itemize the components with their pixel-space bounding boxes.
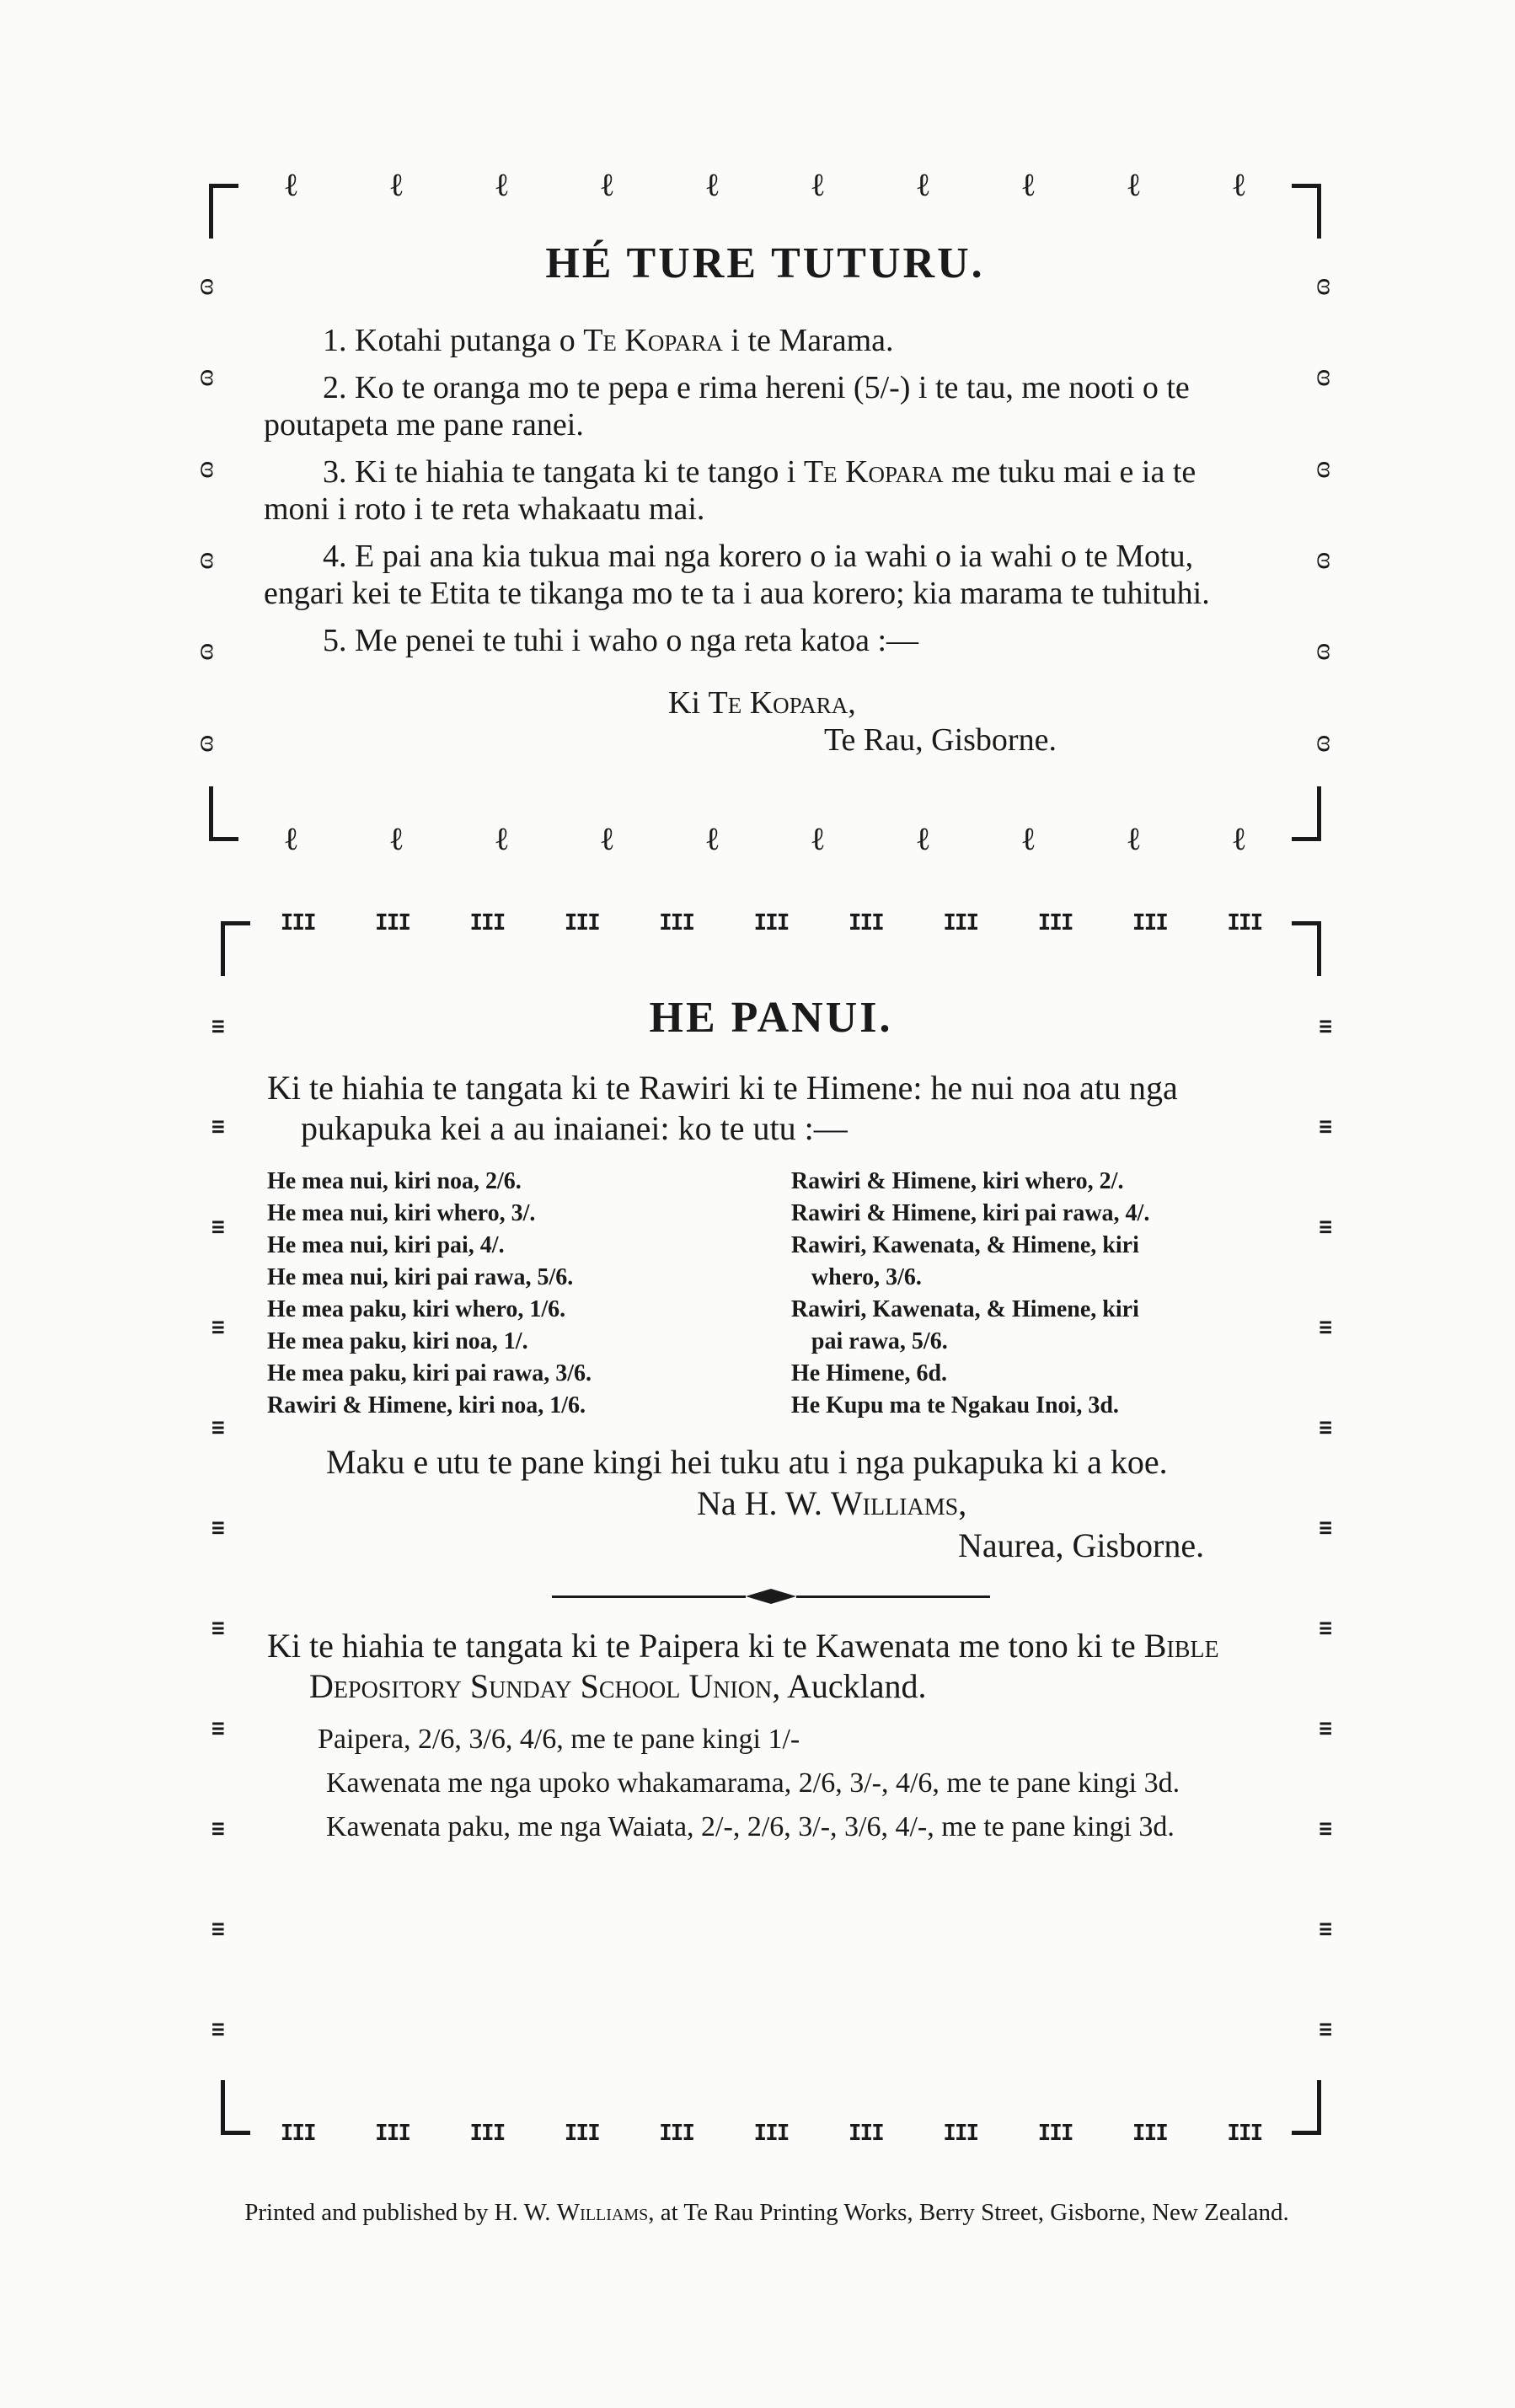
signature-line-1: Na H. W. Williams,	[697, 1484, 967, 1522]
list-item: Rawiri, Kawenata, & Himene, kiri	[790, 1232, 1139, 1258]
right-border-ornament: ≡ ≡ ≡ ≡ ≡ ≡ ≡ ≡ ≡ ≡ ≡	[1315, 976, 1334, 2080]
list-item: pai rawa, 5/6.	[811, 1328, 948, 1354]
right-border-ornament: ɞ ɞ ɞ ɞ ɞ ɞ	[1313, 239, 1334, 786]
list-item: Rawiri & Himene, kiri noa, 1/6.	[267, 1392, 586, 1419]
rule-5: 5. Me penei te tuhi i waho o nga reta katoa :—	[323, 623, 919, 658]
price-list	[267, 1166, 1275, 1422]
section-divider	[267, 1589, 1275, 1604]
bible-notice: Ki te hiahia te tangata ki te Paipera ki te Kawenata me tono ki te Bible Depository Sunday School Union, Auckland.	[267, 1627, 1219, 1705]
notice-title: HE PANUI.	[649, 994, 893, 1042]
price-kawenata: Kawenata me nga upoko whakamarama, 2/6, 3/-, 4/6, me te pane kingi 3d.	[326, 1767, 1180, 1799]
rules-box	[200, 168, 1330, 857]
list-item: He mea paku, kiri noa, 1/.	[267, 1328, 528, 1354]
top-border-ornament: III III III III III III III III III III III	[250, 907, 1292, 939]
rule-4: 4. E pai ana kia tukua mai nga korero o ia wahi o ia wahi o te Motu, engari kei te Etita te tikanga mo te ta i aua korero; kia marama te tuhituhi.	[264, 539, 1210, 611]
list-item: He Himene, 6d.	[790, 1360, 948, 1386]
imprint-footer: Printed and published by H. W. Williams, at Te Rau Printing Works, Berry Street, Gisborne, New Zealand.	[244, 2199, 1289, 2226]
price-kawenata-paku: Kawenata paku, me nga Waiata, 2/-, 2/6, 3/-, 3/6, 4/-, me te pane kingi 3d.	[326, 1811, 1175, 1842]
rule-2: 2. Ko te oranga mo te pepa e rima hereni (5/-) i te tau, me nooti o te poutapeta me pane ranei.	[264, 370, 1190, 442]
bottom-border-ornament: III III III III III III III III III III III	[250, 2117, 1292, 2149]
list-item: He mea nui, kiri noa, 2/6.	[267, 1168, 522, 1194]
address-line-2: Te Rau, Gisborne.	[824, 722, 1057, 758]
postage-note: Maku e utu te pane kingi hei tuku atu i nga pukapuka ki a koe.	[326, 1443, 1168, 1481]
signature-line-2: Naurea, Gisborne.	[958, 1526, 1205, 1564]
diamond-ornament-icon	[746, 1589, 796, 1604]
price-list-left	[267, 1166, 751, 1422]
list-item: He mea paku, kiri pai rawa, 3/6.	[267, 1360, 592, 1386]
list-item: He mea nui, kiri whero, 3/.	[267, 1200, 536, 1226]
list-item: He mea nui, kiri pai, 4/.	[267, 1232, 505, 1258]
price-paipera: Paipera, 2/6, 3/6, 4/6, me te pane kingi 1/-	[318, 1724, 800, 1755]
list-item: He Kupu ma te Ngakau Inoi, 3d.	[790, 1392, 1119, 1419]
bottom-border-ornament: ℓ ℓ ℓ ℓ ℓ ℓ ℓ ℓ ℓ ℓ	[238, 823, 1292, 855]
top-border-ornament: ℓ ℓ ℓ ℓ ℓ ℓ ℓ ℓ ℓ ℓ	[238, 169, 1292, 201]
left-border-ornament: ɞ ɞ ɞ ɞ ɞ ɞ	[196, 239, 217, 786]
list-item: Rawiri & Himene, kiri whero, 2/.	[790, 1168, 1124, 1194]
list-item: Rawiri, Kawenata, & Himene, kiri	[790, 1296, 1139, 1322]
left-border-ornament: ≡ ≡ ≡ ≡ ≡ ≡ ≡ ≡ ≡ ≡ ≡	[208, 976, 227, 2080]
list-item: Rawiri & Himene, kiri pai rawa, 4/.	[790, 1200, 1150, 1226]
price-list-right	[791, 1166, 1275, 1422]
rule-1: 1. Kotahi putanga o Te Kopara i te Marama.	[323, 323, 894, 358]
list-item: He mea nui, kiri pai rawa, 5/6.	[267, 1264, 574, 1290]
notice-box	[211, 910, 1330, 2146]
notice-intro: Ki te hiahia te tangata ki te Rawiri ki te Himene: he nui noa atu nga pukapuka kei a au inaianei: ko te utu :—	[267, 1069, 1178, 1147]
list-item: He mea paku, kiri whero, 1/6.	[267, 1296, 566, 1322]
rules-title: HÉ TURE TUTURU.	[545, 239, 985, 287]
rule-3: 3. Ki te hiahia te tangata ki te tango i Te Kopara me tuku mai e ia te moni i roto i te reta whakaatu mai.	[264, 454, 1196, 527]
list-item: whero, 3/6.	[811, 1264, 922, 1290]
address-line-1: Ki Te Kopara,	[668, 685, 856, 721]
